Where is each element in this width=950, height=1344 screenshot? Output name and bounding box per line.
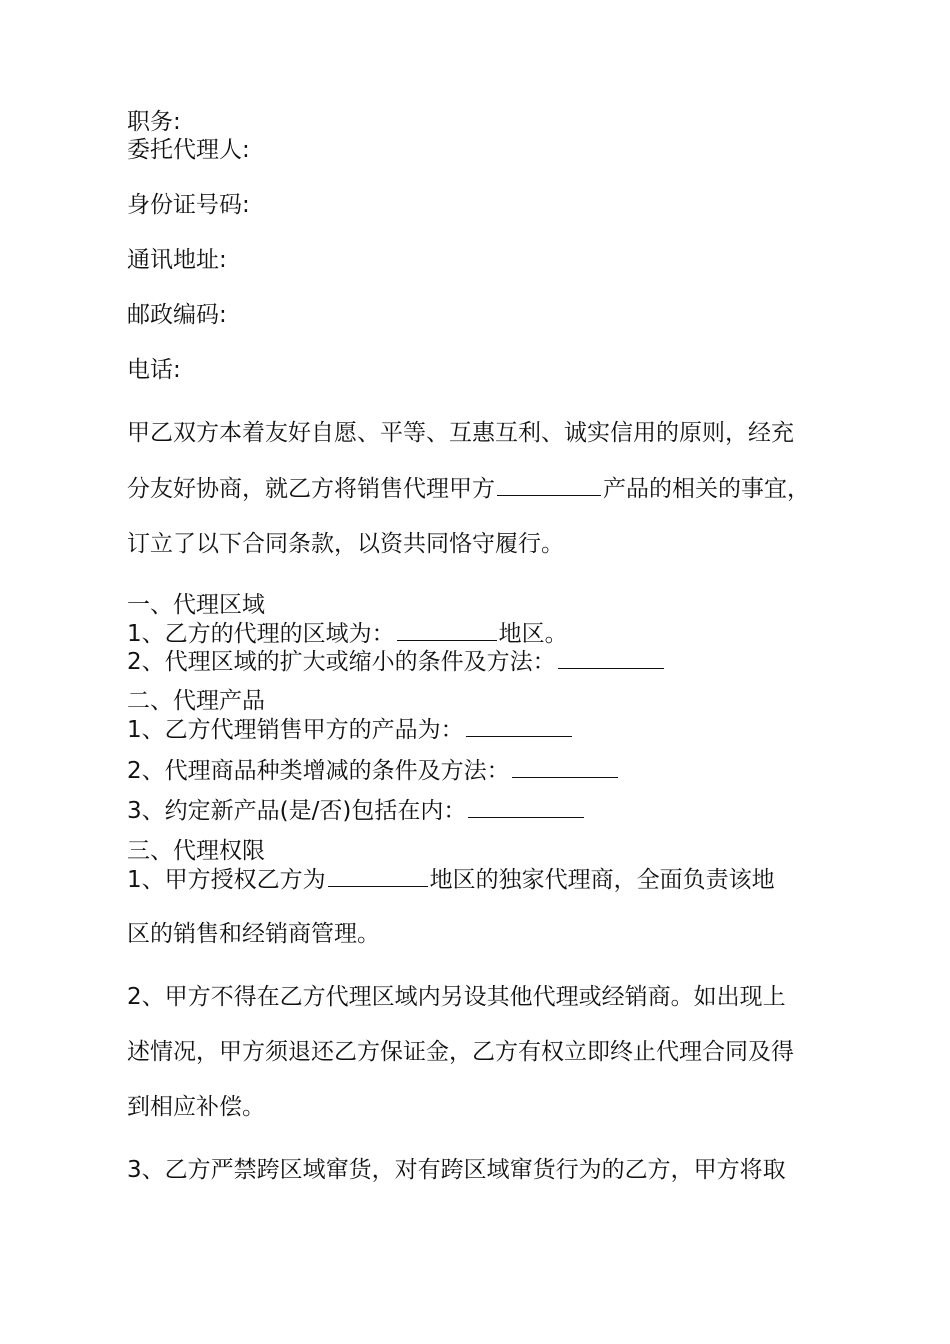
- preamble-line-3: 订立了以下合同条款，以资共同恪守履行。: [127, 531, 564, 557]
- product-list-blank: [466, 714, 572, 737]
- field-id-number: 身份证号码:: [127, 192, 250, 218]
- new-product-blank: [468, 795, 584, 818]
- clause-text: 3、约定新产品(是/否)包括在内：: [127, 798, 467, 824]
- clause-item: [127, 646, 666, 676]
- clause-text: 地区。: [498, 621, 568, 647]
- clause-text: 地区的独家代理商，全面负责该地: [429, 867, 775, 893]
- region-blank: [397, 618, 497, 641]
- clause-continuation: 区的销售和经销商管理。: [127, 921, 380, 947]
- preamble-line-1: 甲乙双方本着友好自愿、平等、互惠互利、诚实信用的原则，经充: [127, 420, 794, 446]
- clause-continuation: 述情况，甲方须退还乙方保证金，乙方有权立即终止代理合同及得: [127, 1039, 794, 1065]
- preamble-text: 产品的相关的事宜，: [603, 476, 810, 502]
- exclusive-region-blank: [328, 864, 428, 887]
- field-address: 通讯地址:: [127, 247, 227, 273]
- method-blank: [558, 646, 664, 669]
- clause-item: [127, 714, 574, 744]
- clause-text: 2、代理区域的扩大或缩小的条件及方法：: [127, 649, 556, 675]
- clause-item: 2、甲方不得在乙方代理区域内另设其他代理或经销商。如出现上: [127, 984, 786, 1010]
- section-heading: 二、代理产品: [127, 688, 265, 714]
- clause-item: [127, 864, 775, 894]
- category-method-blank: [512, 755, 618, 778]
- clause-item: [127, 795, 586, 825]
- clause-item: 3、乙方严禁跨区域窜货，对有跨区域窜货行为的乙方，甲方将取: [127, 1157, 786, 1183]
- field-position: 职务:: [127, 109, 181, 135]
- section-heading: 三、代理权限: [127, 838, 265, 864]
- section-heading: 一、代理区域: [127, 592, 265, 618]
- clause-item: [127, 618, 568, 648]
- field-postal-code: 邮政编码:: [127, 302, 227, 328]
- preamble-text: 分友好协商，就乙方将销售代理甲方: [127, 476, 495, 502]
- field-agent: 委托代理人:: [127, 137, 250, 163]
- preamble-line-2: [127, 473, 810, 503]
- clause-text: 1、乙方的代理的区域为：: [127, 621, 395, 647]
- clause-item: [127, 755, 620, 785]
- field-phone: 电话:: [127, 357, 181, 383]
- clause-text: 1、乙方代理销售甲方的产品为：: [127, 717, 464, 743]
- clause-continuation: 到相应补偿。: [127, 1094, 265, 1120]
- clause-text: 1、甲方授权乙方为: [127, 867, 326, 893]
- product-blank: [497, 473, 601, 496]
- clause-text: 2、代理商品种类增减的条件及方法：: [127, 758, 510, 784]
